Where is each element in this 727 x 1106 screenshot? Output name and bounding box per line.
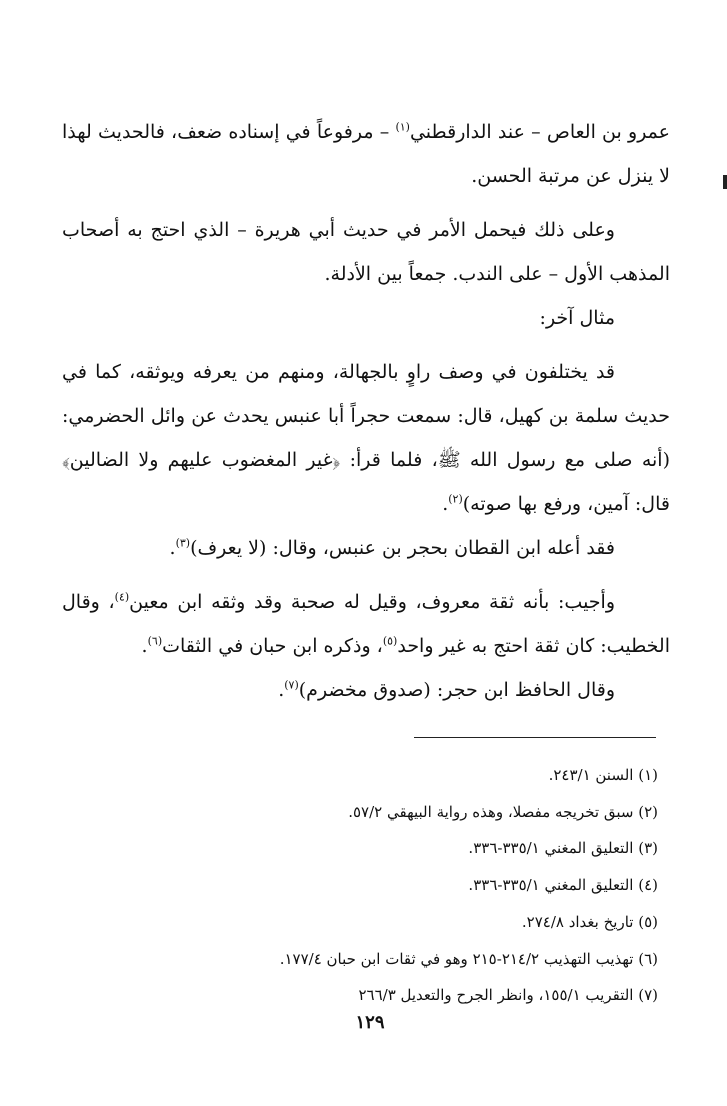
footnote: (٧) التقريب ١٥٥/١، وانظر الجرح والتعديل ٢٦٦/٣ (358, 986, 658, 1005)
paragraph-6: وأجيب: بأنه ثقة معروف، وقيل له صحبة وقد وثقه ابن معين$^{(٤)}$، وقال الخطيب: كان ثقة احتج به غير واحد$^{(٥)}$، وذكره ابن حبان في الثقات$^{(٦)}$. (62, 590, 670, 657)
main-text (62, 110, 670, 712)
footnote: (٦) تهذيب التهذيب ٢١٤/٢-٢١٥ وهو في ثقات ابن حبان ١٧٧/٤. (279, 949, 658, 968)
footnote-ref-7: (٧) (284, 678, 299, 692)
page-number: ١٢٩ (355, 1012, 385, 1033)
paragraph-2: وعلى ذلك فيحمل الأمر في حديث أبي هريرة – الذي احتج به أصحاب المذهب الأول – على الندب. جمعاً بين الأدلة. (62, 219, 670, 285)
paragraph-heading-example: مثال آخر: (539, 307, 615, 329)
paragraph-5: فقد أعله ابن القطان بحجر بن عنبس، وقال: (لا يعرف)$^{(٣)}$. (169, 536, 615, 559)
footnote: (٣) التعليق المغني ٣٣٥/١-٣٣٦. (468, 839, 658, 858)
paragraph-1: عمرو بن العاص – عند الدارقطني$^{(١)}$ – مرفوعاً في إسناده ضعف، فالحديث لهذا لا ينزل عن مرتبة الحسن. (62, 120, 670, 187)
footnote: (٢) سبق تخريجه مفصلا، وهذه رواية البيهقي ٥٧/٢. (348, 802, 658, 821)
paragraph-7: وقال الحافظ ابن حجر: (صدوق مخضرم)$^{(٧)}$. (278, 678, 615, 701)
footnote-ref-6: (٦) (147, 634, 163, 648)
footnote: (٤) التعليق المغني ٣٣٥/١-٣٣٦. (468, 876, 658, 895)
footnote-ref-3: (٣) (175, 536, 191, 550)
footnote-divider (414, 737, 656, 738)
footnote-ref-4: (٤) (114, 590, 130, 604)
margin-mark (723, 175, 727, 189)
footnotes (200, 757, 658, 1014)
footnote: (٥) تاريخ بغداد ٢٧٤/٨. (521, 912, 658, 931)
footnote-ref-5: (٥) (382, 634, 398, 648)
footnote: (١) السنن ٢٤٣/١. (548, 766, 658, 784)
paragraph-4: قد يختلفون في وصف راوٍ بالجهالة، ومنهم من يعرفه ويوثقه، كما في حديث سلمة بن كهيل، قال: سمعت حجراً أبا عنبس يحدث عن وائل الحضرمي: (أنه صلى مع رسول الله ﷺ، فلما قرأ: ﴿غير المغضوب عليهم ولا الضالين﴾ قال: آمين، ورفع بها صوته)$^{(٢)}$. (62, 361, 670, 515)
footnote-ref-2: (٢) (448, 492, 463, 506)
footnote-ref-1: (١) (395, 120, 410, 134)
